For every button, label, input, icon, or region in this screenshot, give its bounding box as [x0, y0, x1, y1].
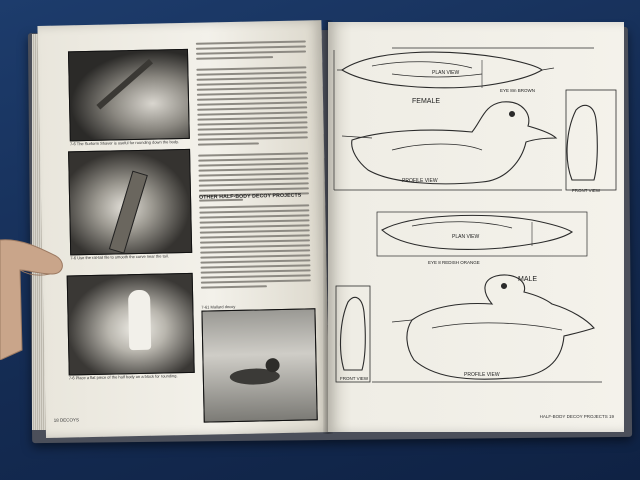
caption-2: 7-6 Use the rat-tail file to smooth the curve near the tail. — [70, 253, 169, 261]
photo-mallard-on-water — [201, 308, 317, 422]
hand-holding-book — [0, 230, 70, 360]
female-front-outline — [567, 105, 597, 180]
body-text-column-2 — [199, 204, 311, 291]
label-profile-view-female: PROFILE VIEW — [402, 178, 438, 184]
label-eye-female: EYE 8m BROWN — [500, 88, 536, 93]
decoy-pattern-drawing — [332, 30, 622, 410]
label-eye-male: EYE 8 REDISH ORANGE — [428, 260, 480, 265]
body-text-column-1 — [196, 40, 309, 204]
caption-3: 7-6 Place a flat piece of the half body on a block for rounding. — [68, 373, 178, 381]
left-folio: 18 DECOYS — [53, 417, 80, 423]
left-page — [37, 20, 330, 438]
pattern-svg — [332, 30, 622, 410]
right-folio: HALF-BODY DECOY PROJECTS 19 — [539, 414, 614, 419]
label-male: MALE — [518, 276, 538, 283]
label-female: FEMALE — [412, 98, 441, 105]
photo-shaping-tool — [68, 49, 190, 141]
caption-1: 7-6 The Surform Shaver is useful for rounding down the body. — [69, 139, 179, 147]
label-profile-view-male: PROFILE VIEW — [464, 372, 500, 378]
label-plan-view-male: PLAN VIEW — [452, 234, 480, 240]
photo-rasp-tool — [68, 149, 192, 256]
male-plan-outline — [382, 215, 572, 249]
label-front-view-male: FRONT VIEW — [340, 376, 369, 381]
label-front-view-female: FRONT VIEW — [572, 188, 601, 193]
label-plan-view-female: PLAN VIEW — [432, 70, 460, 76]
photo-decoy-block — [67, 273, 195, 376]
photo-caption-mallard: 7-61 Mallard decoy — [201, 303, 236, 310]
section-heading: OTHER HALF-BODY DECOY PROJECTS — [199, 192, 302, 201]
male-front-outline — [341, 297, 366, 370]
female-profile-outline — [352, 102, 556, 184]
